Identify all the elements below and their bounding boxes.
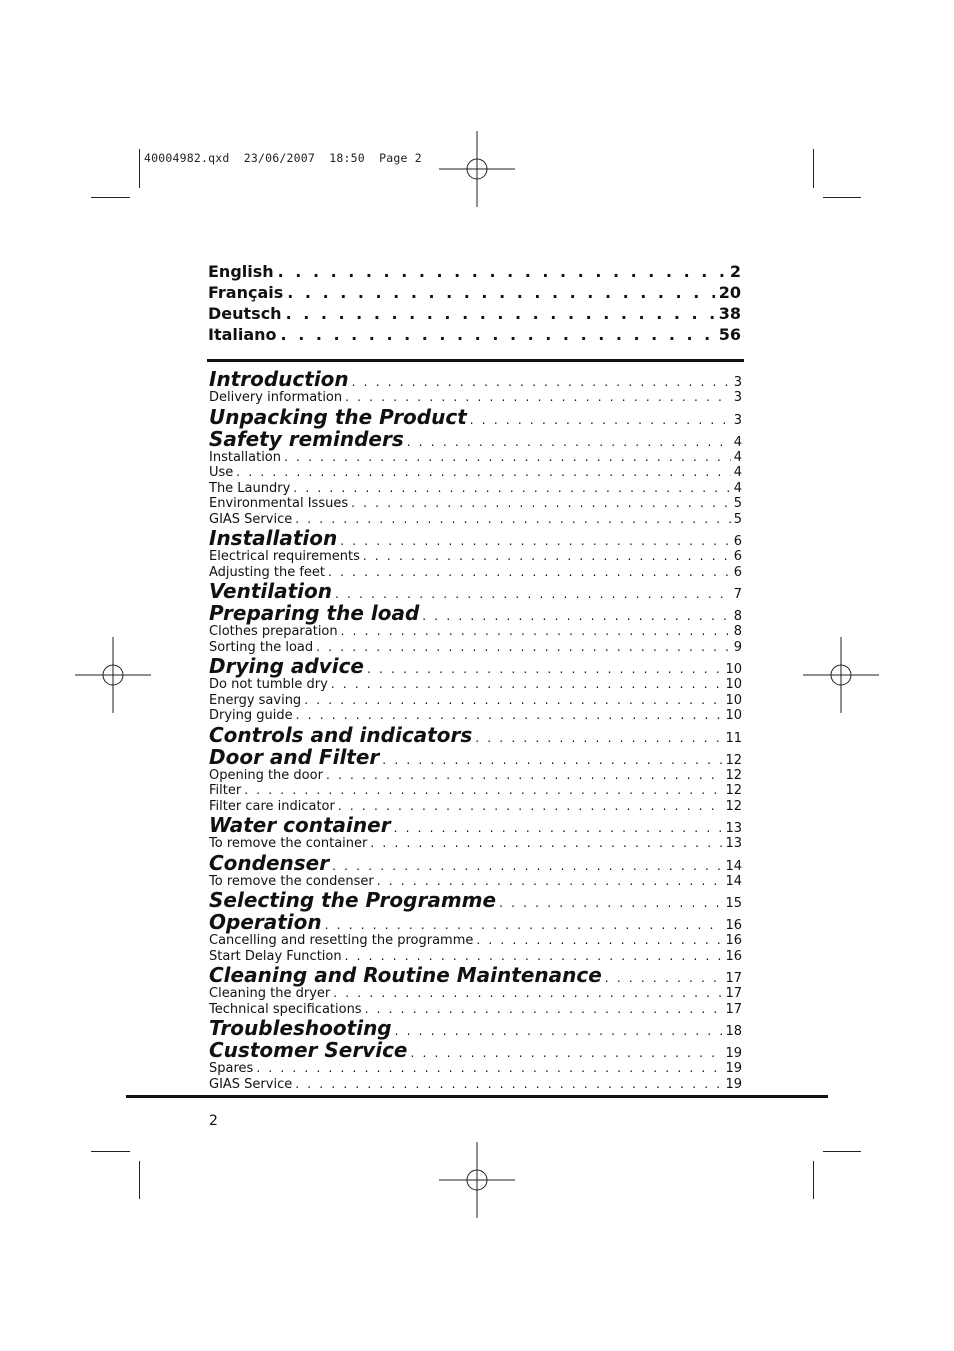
print-slug-line: 40004982.qxd 23/06/2007 18:50 Page 2: [144, 151, 422, 165]
toc-page-number: 12: [725, 752, 742, 768]
toc-title: Troubleshooting: [209, 1016, 392, 1040]
language-entry[interactable]: [208, 262, 741, 283]
toc-page-number: 13: [725, 836, 742, 851]
toc-title: The Laundry: [209, 480, 291, 496]
leader-dots: [304, 693, 722, 709]
toc-title: Clothes preparation: [209, 624, 338, 639]
toc-title: Preparing the load: [209, 601, 420, 625]
toc-page-number: 19: [725, 1061, 742, 1076]
toc-heading-entry[interactable]: [209, 889, 742, 911]
toc-page-number: 4: [733, 465, 742, 480]
toc-title: Technical specifications: [209, 1001, 362, 1017]
leader-dots: [341, 624, 731, 640]
toc-page-number: 17: [725, 1001, 742, 1017]
toc-page-number: 9: [733, 639, 742, 655]
toc-title: GIAS Service: [209, 1076, 293, 1092]
language-index: [208, 262, 741, 346]
toc-heading-entry[interactable]: [209, 406, 742, 428]
leader-dots: [287, 283, 714, 302]
toc-heading-entry[interactable]: [209, 1039, 742, 1061]
toc-page-number: 10: [725, 692, 742, 708]
toc-page-number: 12: [725, 767, 742, 783]
language-entry[interactable]: [208, 325, 741, 346]
toc-page-number: 3: [733, 375, 742, 390]
toc-subentry[interactable]: [209, 874, 742, 890]
toc-page-number: 6: [733, 549, 742, 564]
leader-dots: [331, 677, 723, 693]
toc-heading-entry[interactable]: [209, 1017, 742, 1039]
leader-dots: [295, 512, 730, 528]
toc-title: Cleaning and Routine Maintenance: [209, 963, 602, 987]
toc-subentry[interactable]: [209, 465, 742, 481]
toc-subentry[interactable]: [209, 496, 742, 512]
leader-dots: [377, 874, 723, 890]
toc-page-number: 16: [725, 948, 742, 964]
language-page: 20: [718, 283, 741, 302]
toc-page-number: 10: [725, 677, 742, 692]
toc-title: Installation: [209, 526, 338, 550]
toc-subentry[interactable]: [209, 933, 742, 949]
registration-mark-icon: [803, 637, 879, 713]
toc-title: Adjusting the feet: [209, 564, 326, 580]
toc-subentry[interactable]: [209, 677, 742, 693]
toc-title: Filter: [209, 783, 242, 798]
toc-page-number: 11: [725, 730, 742, 746]
toc-title: Do not tumble dry: [209, 677, 328, 692]
toc-title: To remove the container: [209, 836, 368, 851]
language-name: Italiano: [208, 325, 277, 344]
toc-page-number: 12: [725, 783, 742, 798]
leader-dots: [296, 708, 723, 724]
toc-heading-entry[interactable]: [209, 580, 742, 602]
divider-rule: [126, 1095, 828, 1098]
toc-subentry[interactable]: [209, 986, 742, 1002]
leader-dots: [278, 262, 726, 281]
toc-title: Opening the door: [209, 767, 323, 783]
toc-title: Door and Filter: [209, 744, 380, 769]
toc-title: Delivery information: [209, 390, 343, 405]
leader-dots: [370, 836, 722, 852]
toc-subentry[interactable]: [209, 949, 742, 965]
toc-title: Safety reminders: [209, 426, 404, 451]
toc-page-number: 5: [733, 511, 742, 527]
toc-page-number: 17: [725, 986, 742, 1001]
language-page: 56: [718, 325, 741, 344]
table-of-contents: [209, 368, 742, 1092]
crop-mark: [139, 149, 140, 188]
language-name: Deutsch: [208, 304, 282, 323]
toc-page-number: 14: [725, 873, 742, 889]
registration-mark-icon: [75, 637, 151, 713]
toc-page-number: 10: [725, 662, 742, 677]
toc-subentry[interactable]: [209, 693, 742, 709]
leader-dots: [499, 892, 722, 914]
toc-title: Start Delay Function: [209, 948, 342, 964]
toc-page-number: 17: [725, 971, 742, 986]
toc-heading-entry[interactable]: [209, 814, 742, 836]
toc-heading-entry[interactable]: [209, 655, 742, 677]
toc-subentry[interactable]: [209, 708, 742, 724]
toc-title: Cleaning the dryer: [209, 986, 331, 1001]
toc-subentry[interactable]: [209, 1061, 742, 1077]
leader-dots: [351, 496, 731, 512]
toc-page-number: 4: [733, 449, 742, 465]
toc-title: Operation: [209, 910, 322, 934]
crop-mark: [823, 1151, 861, 1152]
toc-page-number: 18: [725, 1024, 742, 1039]
toc-subentry[interactable]: [209, 390, 742, 406]
toc-heading-entry[interactable]: [209, 852, 742, 874]
leader-dots: [475, 727, 722, 749]
toc-page-number: 10: [725, 708, 742, 723]
toc-title: Use: [209, 465, 234, 480]
toc-page-number: 16: [725, 933, 742, 948]
toc-subentry[interactable]: [209, 799, 742, 815]
leader-dots: [326, 768, 723, 784]
toc-title: Spares: [209, 1061, 254, 1076]
toc-title: Electrical requirements: [209, 549, 360, 564]
toc-page-number: 15: [725, 896, 742, 911]
toc-title: Filter care indicator: [209, 798, 335, 814]
language-page: 38: [718, 304, 741, 323]
leader-dots: [338, 799, 723, 815]
toc-subentry[interactable]: [209, 640, 742, 656]
toc-subentry[interactable]: [209, 565, 742, 581]
language-entry[interactable]: [208, 283, 741, 304]
crop-mark: [91, 1151, 130, 1152]
language-name: English: [208, 262, 274, 281]
leader-dots: [476, 933, 722, 949]
toc-page-number: 4: [733, 434, 742, 450]
toc-subentry[interactable]: [209, 512, 742, 528]
toc-subentry[interactable]: [209, 450, 742, 466]
toc-subentry[interactable]: [209, 783, 742, 799]
toc-page-number: 19: [725, 1076, 742, 1092]
divider-rule: [207, 359, 744, 362]
toc-title: Controls and indicators: [209, 722, 473, 747]
toc-title: Installation: [209, 449, 282, 465]
leader-dots: [284, 450, 731, 466]
registration-mark-icon: [439, 1142, 515, 1218]
toc-page-number: 8: [733, 609, 742, 624]
toc-title: GIAS Service: [209, 511, 293, 527]
crop-mark: [139, 1161, 140, 1199]
toc-page-number: 7: [733, 587, 742, 602]
toc-title: Water container: [209, 813, 391, 837]
toc-title: Sorting the load: [209, 639, 314, 655]
toc-heading-entry[interactable]: [209, 428, 742, 450]
leader-dots: [363, 549, 731, 565]
toc-page-number: 8: [733, 624, 742, 639]
leader-dots: [286, 304, 715, 323]
toc-title: To remove the condenser: [209, 873, 374, 889]
toc-title: Ventilation: [209, 579, 332, 603]
toc-heading-entry[interactable]: [209, 368, 742, 390]
toc-page-number: 19: [725, 1046, 742, 1061]
leader-dots: [295, 1077, 722, 1093]
crop-mark: [823, 197, 861, 198]
toc-title: Condenser: [209, 850, 330, 875]
toc-subentry[interactable]: [209, 1002, 742, 1018]
toc-page-number: 6: [733, 564, 742, 580]
toc-subentry[interactable]: [209, 1077, 742, 1093]
toc-title: Unpacking the Product: [209, 404, 467, 429]
toc-page-number: 5: [733, 496, 742, 511]
toc-page-number: 3: [733, 412, 742, 428]
toc-heading-entry[interactable]: [209, 527, 742, 549]
toc-heading-entry[interactable]: [209, 746, 742, 768]
leader-dots: [316, 640, 731, 656]
toc-page-number: 6: [733, 534, 742, 549]
toc-title: Customer Service: [209, 1038, 408, 1062]
toc-title: Introduction: [209, 367, 349, 391]
leader-dots: [365, 1002, 723, 1018]
toc-title: Energy saving: [209, 692, 302, 708]
leader-dots: [345, 390, 731, 406]
toc-page-number: 16: [725, 918, 742, 933]
leader-dots: [470, 409, 731, 431]
leader-dots: [395, 1020, 723, 1042]
toc-heading-entry[interactable]: [209, 724, 742, 746]
crop-mark: [813, 149, 814, 188]
leader-dots: [293, 481, 730, 497]
toc-title: Drying advice: [209, 654, 364, 678]
toc-page-number: 4: [733, 480, 742, 496]
toc-subentry[interactable]: [209, 481, 742, 497]
crop-mark: [813, 1161, 814, 1199]
toc-subentry[interactable]: [209, 836, 742, 852]
toc-title: Cancelling and resetting the programme: [209, 933, 474, 948]
toc-page-number: 12: [725, 798, 742, 814]
leader-dots: [333, 986, 722, 1002]
leader-dots: [281, 325, 715, 344]
language-entry[interactable]: [208, 304, 741, 325]
toc-heading-entry[interactable]: [209, 602, 742, 624]
toc-subentry[interactable]: [209, 768, 742, 784]
toc-heading-entry[interactable]: [209, 911, 742, 933]
toc-title: Drying guide: [209, 708, 293, 723]
leader-dots: [256, 1061, 722, 1077]
toc-title: Environmental Issues: [209, 496, 349, 511]
toc-page-number: 14: [725, 858, 742, 874]
toc-subentry[interactable]: [209, 624, 742, 640]
toc-heading-entry[interactable]: [209, 964, 742, 986]
toc-page-number: 13: [725, 821, 742, 836]
leader-dots: [328, 565, 731, 581]
leader-dots: [236, 465, 730, 481]
toc-page-number: 3: [733, 390, 742, 405]
toc-subentry[interactable]: [209, 549, 742, 565]
language-name: Français: [208, 283, 284, 302]
registration-mark-icon: [439, 131, 515, 207]
leader-dots: [244, 783, 722, 799]
crop-mark: [91, 197, 130, 198]
language-page: 2: [729, 262, 741, 281]
toc-title: Selecting the Programme: [209, 888, 497, 912]
leader-dots: [345, 949, 723, 965]
page-number: 2: [209, 1113, 218, 1129]
